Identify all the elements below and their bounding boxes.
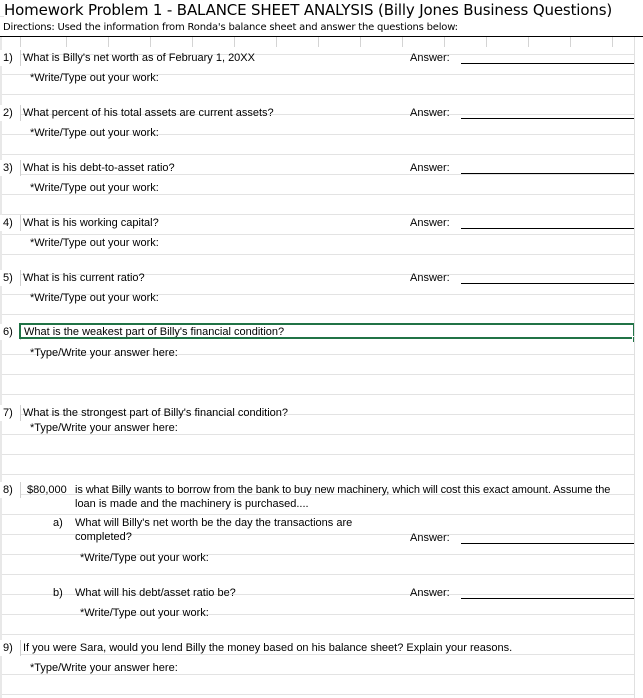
sheet-right-edge: [634, 37, 643, 698]
directions-text: Directions: Used the information from Ronda's balance sheet and answer the questions below:: [3, 22, 458, 33]
answer-label: Answer:: [410, 217, 450, 229]
answer-line[interactable]: [461, 543, 635, 544]
question-text-continued[interactable]: loan is made and the machinery is purchased....: [75, 498, 309, 510]
subquestion-text[interactable]: What will his debt/asset ratio be?: [75, 587, 236, 599]
question-number: 9): [3, 642, 13, 654]
work-prompt[interactable]: *Write/Type out your work:: [30, 182, 159, 194]
question-text[interactable]: is what Billy wants to borrow from the bank to buy new machinery, which will cost this exact amount. Assume the: [75, 484, 611, 496]
question-text[interactable]: If you were Sara, would you lend Billy the money based on his balance sheet? Explain your reasons.: [23, 642, 513, 654]
question-number: 1): [3, 52, 13, 64]
question-text[interactable]: What is his working capital?: [23, 217, 159, 229]
explain-prompt[interactable]: *Type/Write your answer here:: [30, 347, 178, 359]
question-text[interactable]: What is Billy's net worth as of February 1, 20XX: [23, 52, 255, 64]
answer-line[interactable]: [461, 118, 635, 119]
question-number: 4): [3, 217, 13, 229]
row-gutter: [0, 37, 2, 698]
answer-line[interactable]: [461, 598, 635, 599]
answer-label: Answer:: [410, 532, 450, 544]
loan-amount[interactable]: $80,000: [27, 484, 67, 496]
question-text[interactable]: What is his debt-to-asset ratio?: [23, 162, 175, 174]
column-gridlines: [0, 37, 643, 47]
subquestion-text[interactable]: What will Billy's net worth be the day the transactions are: [75, 517, 353, 529]
question-text[interactable]: What is his current ratio?: [23, 272, 145, 284]
question-number: 2): [3, 107, 13, 119]
answer-label: Answer:: [410, 162, 450, 174]
question-number: 7): [3, 407, 13, 419]
answer-line[interactable]: [461, 173, 635, 174]
work-prompt[interactable]: *Write/Type out your work:: [30, 127, 159, 139]
answer-line[interactable]: [461, 228, 635, 229]
question-number: 6): [3, 326, 13, 338]
question-text[interactable]: What percent of his total assets are current assets?: [23, 107, 274, 119]
answer-label: Answer:: [410, 107, 450, 119]
question-number: 8): [3, 484, 13, 496]
explain-prompt[interactable]: *Type/Write your answer here:: [30, 422, 178, 434]
answer-line[interactable]: [461, 283, 635, 284]
sheet-title: Homework Problem 1 - BALANCE SHEET ANALYSIS (Billy Jones Business Questions): [4, 0, 643, 20]
question-number: 3): [3, 162, 13, 174]
question-number: 5): [3, 272, 13, 284]
explain-prompt[interactable]: *Type/Write your answer here:: [30, 662, 178, 674]
answer-label: Answer:: [410, 272, 450, 284]
work-prompt[interactable]: *Write/Type out your work:: [30, 292, 159, 304]
answer-label: Answer:: [410, 587, 450, 599]
work-prompt[interactable]: *Write/Type out your work:: [80, 552, 209, 564]
question-text[interactable]: What is the strongest part of Billy's financial condition?: [23, 407, 289, 419]
answer-label: Answer:: [410, 52, 450, 64]
work-prompt[interactable]: *Write/Type out your work:: [80, 607, 209, 619]
selected-cell[interactable]: [19, 323, 635, 339]
question-text[interactable]: What is the weakest part of Billy's financial condition?: [24, 326, 285, 338]
subquestion-label: b): [53, 587, 63, 599]
subquestion-text-continued[interactable]: completed?: [75, 531, 132, 543]
directions-row: [0, 20, 643, 37]
answer-line[interactable]: [461, 63, 635, 64]
subquestion-label: a): [53, 517, 63, 529]
work-prompt[interactable]: *Write/Type out your work:: [30, 237, 159, 249]
work-prompt[interactable]: *Write/Type out your work:: [30, 72, 159, 84]
